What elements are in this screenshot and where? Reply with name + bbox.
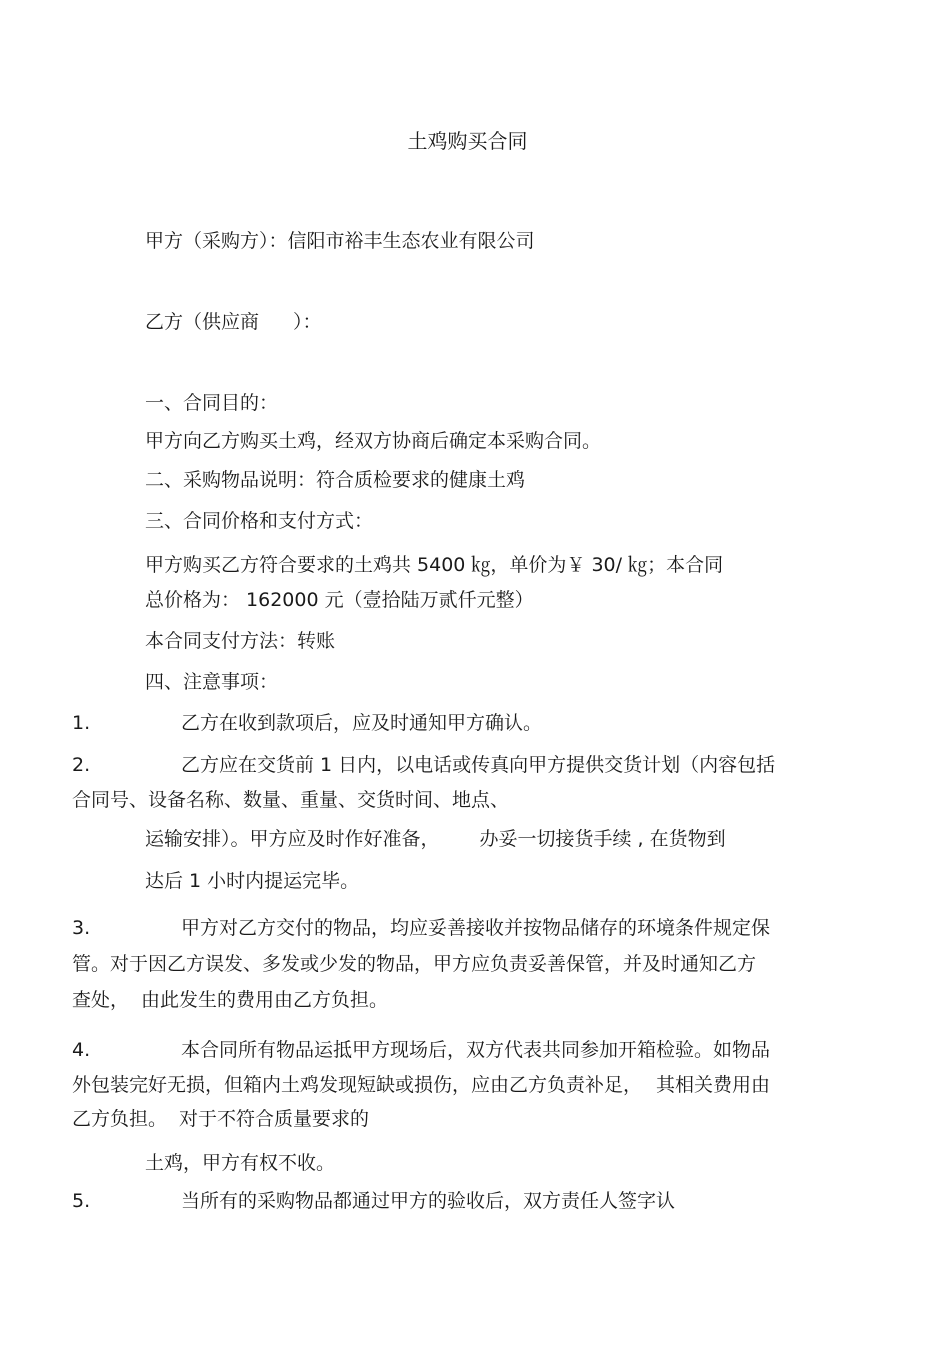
item-4-line-3b: 对于不符合质量要求的 xyxy=(179,1108,370,1130)
item-5-line-1: 当所有的采购物品都通过甲方的验收后，双方责任人签字认 xyxy=(181,1190,676,1212)
item-2-line-1: 乙方应在交货前 1 日内，以电话或传真向甲方提供交货计划（内容包括 xyxy=(181,754,776,776)
item-4-line-2b: 其相关费用由 xyxy=(656,1074,771,1096)
item-4-line-2a: 外包装完好无损，但箱内土鸡发现短缺或损伤，应由乙方负责补足， xyxy=(72,1074,643,1096)
section-3-total-line: 总价格为： 162000 元（壹拾陆万贰仟元整） xyxy=(145,589,534,611)
item-number: 3. xyxy=(72,917,91,939)
document-title: 土鸡购买合同 xyxy=(407,129,528,153)
item-4-line-1: 本合同所有物品运抵甲方现场后，双方代表共同参加开箱检验。如物品 xyxy=(181,1039,771,1061)
item-2-line-3a: 运输安排）。甲方应及时作好准备， xyxy=(145,828,440,850)
item-3-line-2: 管。对于因乙方误发、多发或少发的物品，甲方应负责妥善保管，并及时通知乙方 xyxy=(72,953,757,975)
item-4-line-3a: 乙方负担。 xyxy=(72,1108,168,1130)
party-a-line: 甲方（采购方）：信阳市裕丰生态农业有限公司 xyxy=(145,230,535,252)
item-4-line-2 xyxy=(72,1073,770,1097)
section-1-heading: 一、合同目的： xyxy=(145,392,279,414)
section-3-payment-line: 本合同支付方法：转账 xyxy=(145,630,336,652)
item-4-line-4: 土鸡，甲方有权不收。 xyxy=(145,1152,336,1174)
section-1-body: 甲方向乙方购买土鸡，经双方协商后确定本采购合同。 xyxy=(145,430,602,452)
item-2-line-3b: 办妥一切接货手续 , 在货物到 xyxy=(479,828,726,850)
item-number: 2. xyxy=(72,754,91,776)
item-4-line-3 xyxy=(72,1107,369,1131)
item-3-line-3a: 查处， xyxy=(72,989,130,1011)
section-3-heading: 三、合同价格和支付方式： xyxy=(145,510,374,532)
item-number: 5. xyxy=(72,1190,91,1212)
item-1-line: 乙方在收到款项后，应及时通知甲方确认。 xyxy=(181,712,543,734)
item-2-line-3 xyxy=(145,827,726,851)
section-4-heading: 四、注意事项： xyxy=(145,671,279,693)
item-3-line-3b: 由此发生的费用由乙方负担。 xyxy=(141,989,389,1011)
section-3-price-line: 甲方购买乙方符合要求的土鸡共 5400 ㎏，单价为￥ 30/ ㎏；本合同 xyxy=(145,554,724,576)
item-2-line-2: 合同号、设备名称、数量、重量、交货时间、地点、 xyxy=(72,789,510,811)
party-b-line xyxy=(145,310,322,334)
section-2-heading: 二、采购物品说明：符合质检要求的健康土鸡 xyxy=(145,469,526,491)
item-3-line-3 xyxy=(72,988,388,1012)
party-b-label: 乙方（供应商 xyxy=(145,311,260,333)
item-number: 4. xyxy=(72,1039,91,1061)
party-b-suffix: ）： xyxy=(293,311,322,333)
item-3-line-1: 甲方对乙方交付的物品，均应妥善接收并按物品储存的环境条件规定保 xyxy=(181,917,771,939)
item-2-line-4: 达后 1 小时内提运完毕。 xyxy=(145,870,360,892)
item-number: 1. xyxy=(72,712,91,734)
